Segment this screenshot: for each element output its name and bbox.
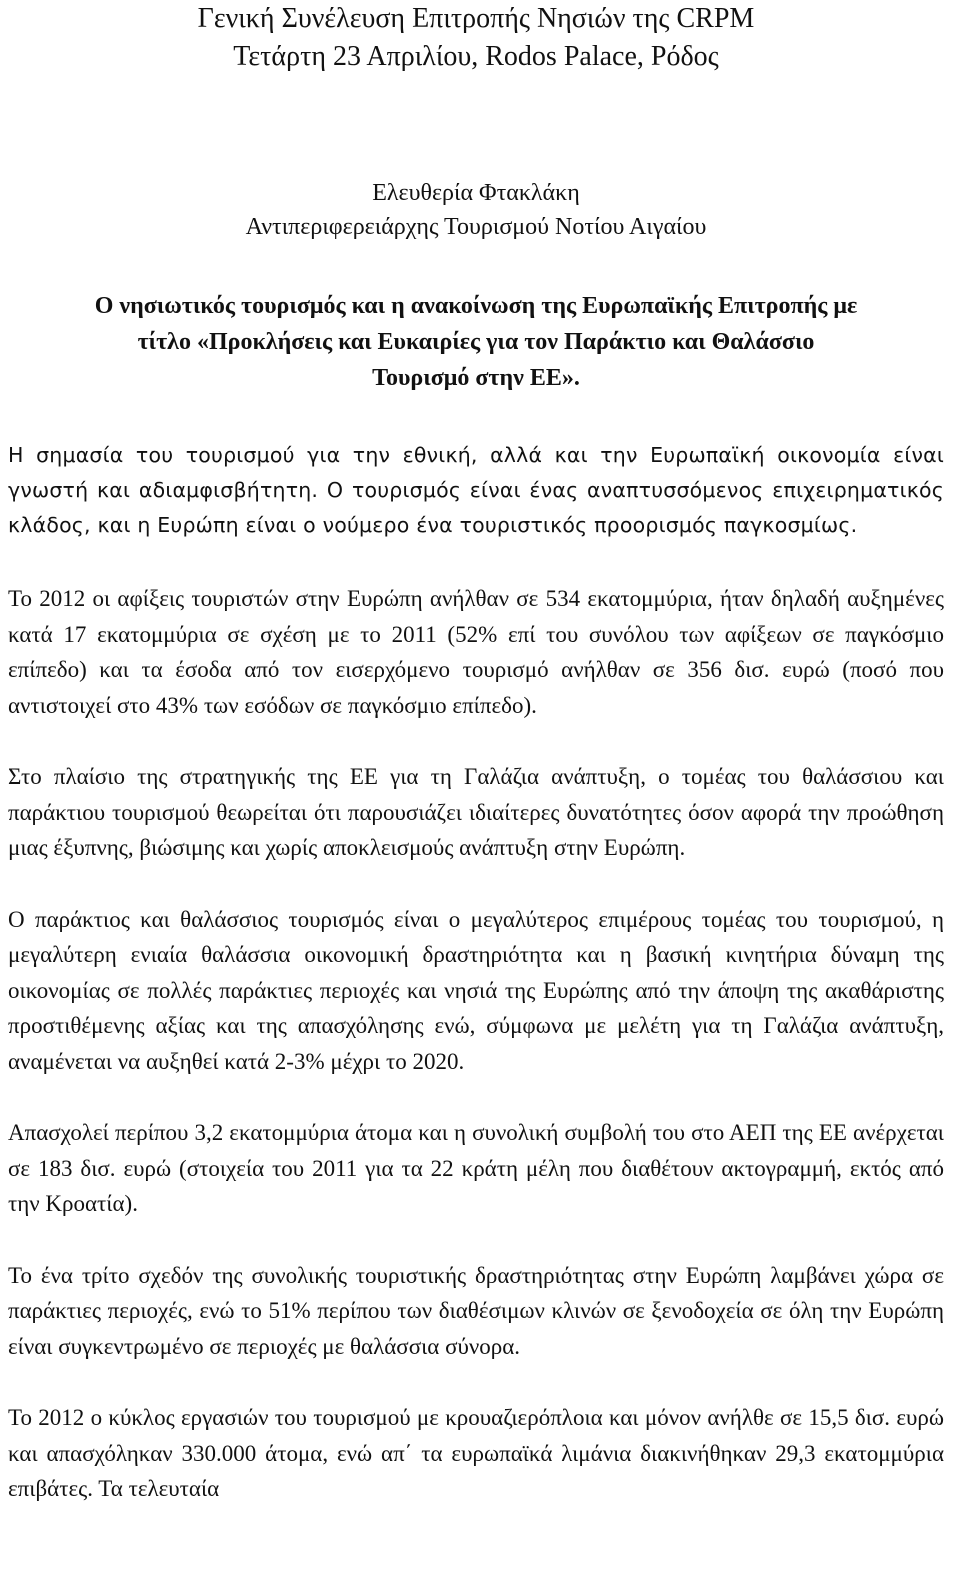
speech-title-line: τίτλο «Προκλήσεις και Ευκαιρίες για τον Παράκτιο και Θαλάσσιο: [137, 329, 815, 355]
speech-title-line: Τουρισμό στην ΕΕ».: [372, 365, 580, 391]
body-paragraph: Στο πλαίσιο της στρατηγικής της ΕΕ για τη Γαλάζια ανάπτυξη, ο τομέας του θαλάσσιου και παράκτιου τουρισμού θεωρείται ότι παρουσιάζει ιδιαίτερες δυνατότητες όσον αφορά την προώθηση μιας έξυπνης, βιώσιμης και χωρίς αποκλεισμούς ανάπτυξη στην Ευρώπη.: [8, 764, 944, 860]
author-block: [8, 176, 944, 244]
lead-paragraph: Η σημασία του τουρισμού για την εθνική, αλλά και την Ευρωπαϊκή οικονομία είναι γνωστή και αδιαμφισβήτητη. Ο τουρισμός είναι ένας αναπτυσσόμενος επιχειρηματικός κλάδος, και η Ευρώπη είναι ο νούμερο ένα τουριστικός προορισμός παγκοσμίως.: [8, 443, 944, 537]
document-header: [8, 0, 944, 76]
author-role: Αντιπεριφερειάρχης Τουρισμού Νοτίου Αιγαίου: [245, 214, 707, 240]
body-paragraph: Το 2012 οι αφίξεις τουριστών στην Ευρώπη ανήλθαν σε 534 εκατομμύρια, ήταν δηλαδή αυξημένες κατά 17 εκατομμύρια σε σχέση με το 2011 (52% επί του συνόλου των αφίξεων σε παγκόσμιο επίπεδο) και τα έσοδα από τον εισερχόμενο τουρισμό ανήλθαν σε 356 δισ. ευρώ (ποσό που αντιστοιχεί στο 43% των εσόδων σε παγκόσμιο επίπεδο).: [8, 586, 944, 718]
event-title: Γενική Συνέλευση Επιτροπής Νησιών της CRPM: [197, 3, 755, 34]
speech-title: [8, 288, 944, 396]
speech-title-line: Ο νησιωτικός τουρισμός και η ανακοίνωση της Ευρωπαϊκής Επιτροπής με: [94, 293, 858, 319]
body-paragraph: Απασχολεί περίπου 3,2 εκατομμύρια άτομα και η συνολική συμβολή του στο ΑΕΠ της ΕΕ ανέρχεται σε 183 δισ. ευρώ (στοιχεία του 2011 για τα 22 κράτη μέλη που διαθέτουν ακτογραμμή, εκτός από την Κροατία).: [8, 1120, 944, 1216]
body-paragraph: Το 2012 ο κύκλος εργασιών του τουρισμού με κρουαζιερόπλοια και μόνον ανήλθε σε 15,5 δισ. ευρώ και απασχόληκαν 330.000 άτομα, ενώ απ΄ τα ευρωπαϊκά λιμάνια διακινήθηκαν 29,3 εκατομμύρια επιβάτες. Τα τελευταία: [8, 1405, 944, 1501]
author-name: Ελευθερία Φτακλάκη: [372, 180, 580, 206]
body-paragraph: Το ένα τρίτο σχεδόν της συνολικής τουριστικής δραστηριότητας στην Ευρώπη λαμβάνει χώρα σε παράκτιες περιοχές, ενώ το 51% περίπου των διαθέσιμων κλινών σε ξενοδοχεία σε όλη την Ευρώπη είναι συγκεντρωμένο σε περιοχές με θαλάσσια σύνορα.: [8, 1262, 944, 1359]
body-paragraph: Ο παράκτιος και θαλάσσιος τουρισμός είναι ο μεγαλύτερος επιμέρους τομέας του τουρισμού, η μεγαλύτερη ενιαία θαλάσσια οικονομική δραστηριότητα και η βασική κινητήρια δύναμη της οικονομίας σε πολλές παράκτιες περιοχές και νησιά της Ευρώπης από την άποψη της ακαθάριστης προστιθέμενης αξίας και της απασχόλησης ενώ, σύμφωνα με μελέτη για τη Γαλάζια ανάπτυξη, αναμένεται να αυξηθεί κατά 2-3% μέχρι το 2020.: [8, 906, 944, 1074]
event-date-location: Τετάρτη 23 Απριλίου, Rodos Palace, Ρόδος: [233, 41, 719, 72]
